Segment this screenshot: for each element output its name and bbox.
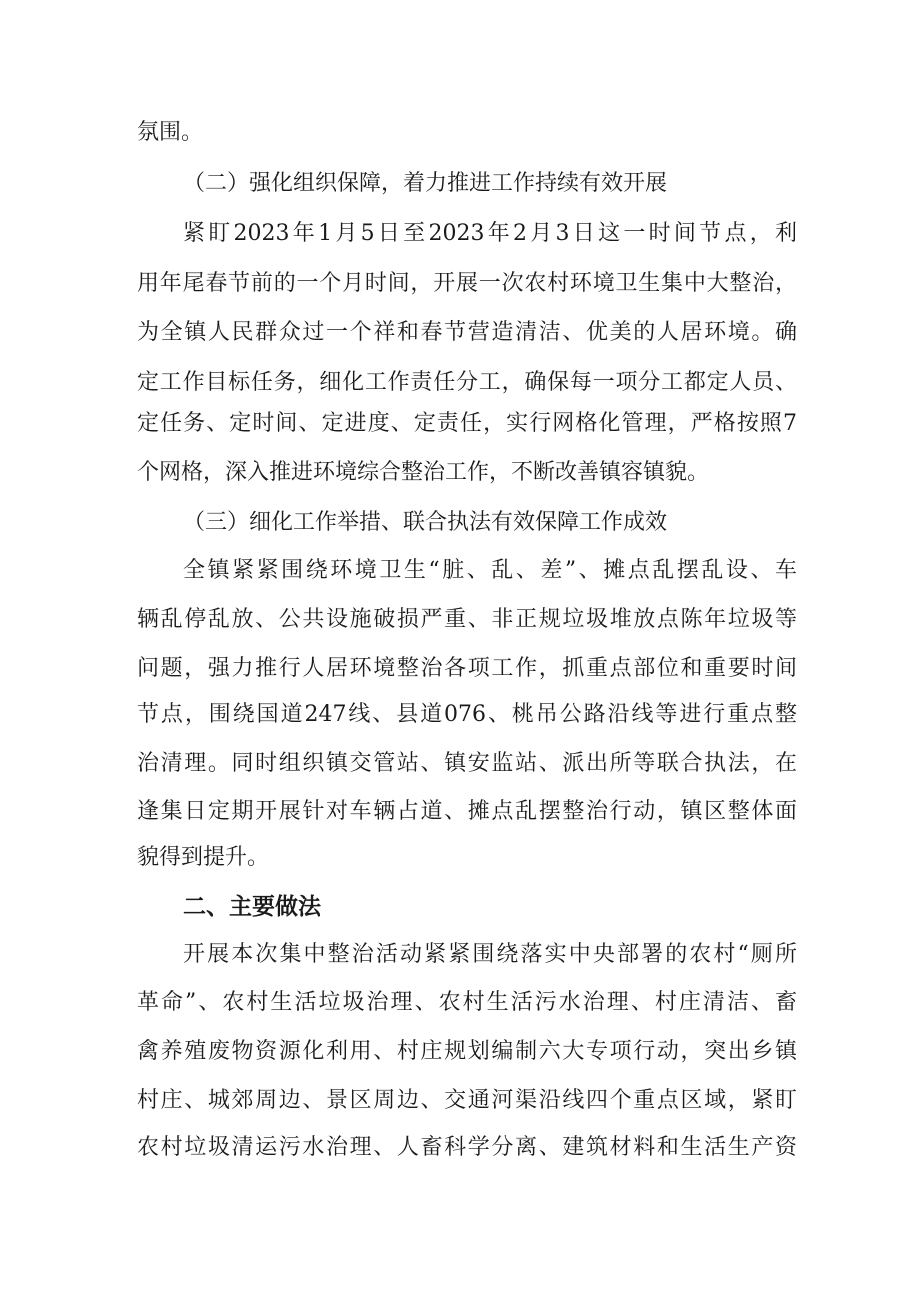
paragraph-line: 开展本次集中整治活动紧紧围绕落实中央部署的农村“厕所 (183, 942, 797, 967)
paragraph-line: 治清理。同时组织镇交管站、镇安监站、派出所等联合执法，在 (137, 751, 797, 776)
paragraph-line: 定任务、定时间、定进度、定责任，实行网格化管理，严格按照7 (137, 411, 797, 436)
paragraph-line: 农村垃圾清运污水治理、人畜科学分离、建筑材料和生活生产资 (137, 1135, 797, 1160)
paragraph-line: 辆乱停乱放、公共设施破损严重、非正规垃圾堆放点陈年垃圾等 (137, 607, 797, 632)
paragraph-line: 为全镇人民群众过一个祥和春节营造清洁、优美的人居环境。确 (137, 320, 797, 345)
paragraph-line: 个网格，深入推进环境综合整治工作，不断改善镇容镇貌。 (137, 460, 710, 485)
paragraph-line: 禽养殖废物资源化利用、村庄规划编制六大专项行动，突出乡镇 (137, 1039, 797, 1064)
paragraph-line: 定工作目标任务，细化工作责任分工，确保每一项分工都定人员、 (137, 370, 797, 395)
paragraph-line: 紧盯2023年1月5日至2023年2月3日这一时间节点，利 (183, 221, 797, 246)
paragraph-line: 节点，围绕国道247线、县道076、桃吊公路沿线等进行重点整 (137, 702, 797, 727)
paragraph-line: 用年尾春节前的一个月时间，开展一次农村环境卫生集中大整治， (137, 271, 797, 296)
paragraph-line: 革命”、农村生活垃圾治理、农村生活污水治理、村庄清洁、畜 (137, 990, 797, 1015)
paragraph-line: 逢集日定期开展针对车辆占道、摊点乱摆整治行动，镇区整体面 (137, 799, 797, 824)
subheading-2: （二）强化组织保障，着力推进工作持续有效开展 (183, 171, 668, 196)
subheading-3: （三）细化工作举措、联合执法有效保障工作成效 (183, 510, 668, 535)
section-heading: 二、主要做法 (183, 894, 321, 920)
paragraph-line: 氛围。 (137, 120, 204, 145)
paragraph-line: 问题，强力推行人居环境整治各项工作，抓重点部位和重要时间 (137, 656, 797, 681)
paragraph-line: 村庄、城郊周边、景区周边、交通河渠沿线四个重点区域，紧盯 (137, 1088, 797, 1113)
paragraph-line: 全镇紧紧围绕环境卫生“脏、乱、差”、摊点乱摆乱设、车 (183, 558, 797, 583)
paragraph-line: 貌得到提升。 (137, 845, 270, 870)
